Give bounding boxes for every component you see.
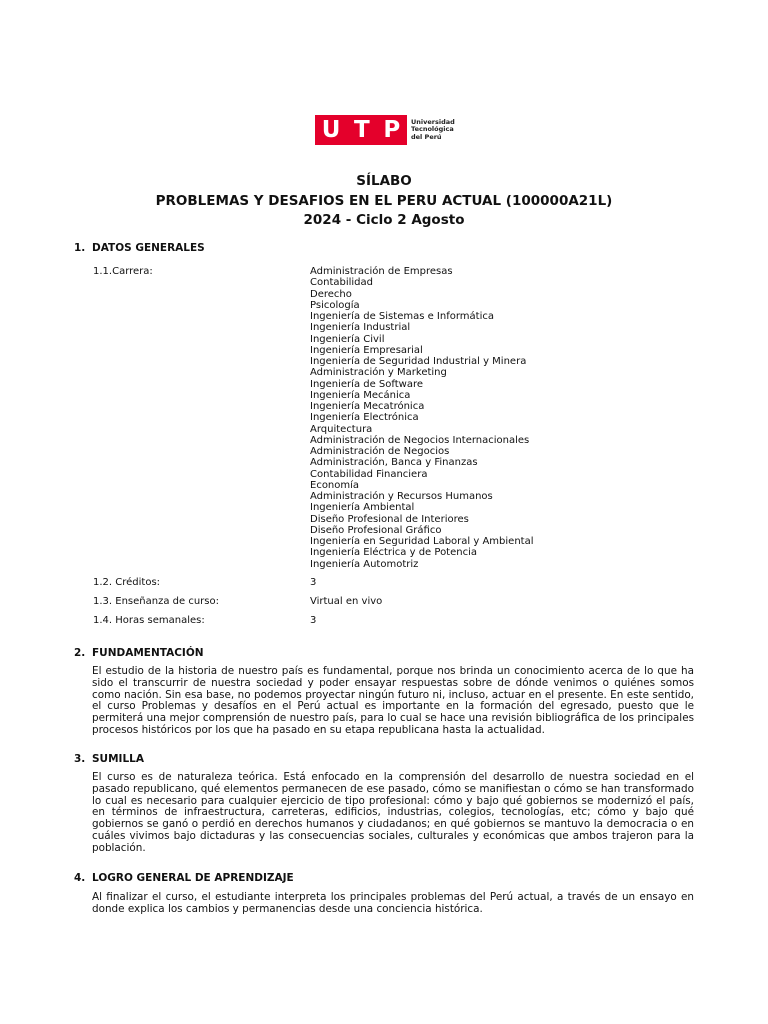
career-item: Contabilidad Financiera — [310, 468, 428, 480]
logro-text: Al finalizar el curso, el estudiante interpreta los principales problemas del Perú actual, a través de un ensayo en donde explica los cambios y permanencias desde una conciencia histórica. — [92, 891, 694, 915]
career-item: Diseño Profesional Gráfico — [310, 524, 442, 536]
career-item: Ingeniería en Seguridad Laboral y Ambiental — [310, 536, 534, 547]
section-title: LOGRO GENERAL DE APRENDIZAJE — [92, 872, 294, 884]
career-item: Ingeniería Eléctrica y de Potencia — [310, 547, 477, 559]
career-item: Administración de Negocios Internacionales — [310, 434, 530, 446]
document-title-block — [0, 172, 768, 231]
course-title: PROBLEMAS Y DESAFIOS EN EL PERU ACTUAL (100000A21L) — [155, 192, 613, 209]
horas-label: 1.4. Horas semanales: — [93, 615, 205, 626]
career-item: Derecho — [310, 288, 352, 300]
career-item: Ingeniería Ambiental — [310, 502, 415, 514]
section-number: 4. — [74, 872, 86, 884]
logo-wordmark — [411, 119, 455, 142]
section-heading-sumilla — [74, 753, 144, 765]
course-period: 2024 - Ciclo 2 Agosto — [303, 212, 465, 228]
career-item: Ingeniería Mecánica — [310, 389, 411, 401]
career-item: Administración y Recursos Humanos — [310, 491, 493, 502]
document-title: SÍLABO — [356, 173, 412, 189]
career-item: Ingeniería Industrial — [310, 322, 411, 334]
section-heading-datos — [74, 242, 205, 254]
career-item: Ingeniería de Software — [310, 378, 424, 390]
logo-line: Universidad — [411, 117, 455, 126]
career-item: Economía — [310, 479, 360, 491]
sumilla-text: El curso es de naturaleza teórica. Está enfocado en la comprensión del desarrollo de nuestra sociedad en el pasado republicano, qué elementos permanecen de ese pasado, cómo se manifiestan o cómo se han transformado lo cual es necesario para cualquier ejercicio de tipo profesional: cómo y bajo qué gobiernos se modernizó el país, en términos de infraestructura, carreteras, edificios, industrias, colegios, tecnologías, etc; cómo y bajo qué gobiernos se ganó o perdió en derechos humanos y ciudadanos; en qué gobiernos se mantuvo la democracia o en cuáles vivimos bajo dictaduras y las consecuencias sociales, culturales y económicas que ambos trajeron para la población. — [92, 771, 694, 854]
section-title: SUMILLA — [92, 753, 144, 765]
career-item: Ingeniería Automotriz — [310, 558, 419, 570]
logo-line: del Perú — [411, 132, 442, 141]
section-title: DATOS GENERALES — [92, 242, 205, 254]
career-item: Ingeniería Electrónica — [310, 412, 419, 424]
creditos-value: 3 — [310, 577, 317, 588]
career-item: Ingeniería Empresarial — [310, 344, 423, 356]
carrera-label: 1.1.Carrera: — [93, 266, 153, 277]
career-item: Administración, Banca y Finanzas — [310, 457, 478, 469]
career-item: Contabilidad — [310, 277, 373, 289]
career-item: Administración de Negocios — [310, 446, 450, 457]
ensenanza-label: 1.3. Enseñanza de curso: — [93, 596, 219, 607]
logo-letters — [315, 115, 407, 145]
career-item: Administración de Empresas — [310, 266, 453, 277]
section-number: 3. — [74, 753, 86, 765]
horas-value: 3 — [310, 615, 317, 626]
section-title: FUNDAMENTACIÓN — [92, 647, 204, 659]
career-item: Ingeniería de Seguridad Industrial y Minera — [310, 356, 527, 367]
section-number: 1. — [74, 242, 86, 254]
career-item: Ingeniería Civil — [310, 333, 385, 345]
logo-letter-t: T — [354, 117, 370, 143]
logo-letter-p: P — [383, 117, 401, 143]
career-item: Ingeniería Mecatrónica — [310, 401, 425, 412]
career-item: Ingeniería de Sistemas e Informática — [310, 311, 494, 322]
ensenanza-value: Virtual en vivo — [310, 596, 383, 607]
logo-letter-u: U — [321, 117, 341, 143]
creditos-label: 1.2. Créditos: — [93, 577, 161, 588]
career-item: Arquitectura — [310, 423, 373, 435]
fundamentacion-text: El estudio de la historia de nuestro país es fundamental, porque nos brinda un conocimiento acerca de lo que ha sido el transcurrir de nuestra sociedad y poder ensayar respuestas sobre de dónde venimos o quiénes somos como nación. Sin esa base, no podemos proyectar ningún futuro ni, incluso, actuar en el presente. En este sentido, el curso Problemas y desafíos en el Perú actual es importante en la formación del egresado, puesto que le permiterá una mejor comprensión de nuestro país, para lo cual se hace una revisión bibliográfica de los principales procesos históricos por los que ha pasado en su etapa republicana hasta la actualidad. — [92, 665, 694, 736]
carrera-values — [310, 266, 533, 570]
section-number: 2. — [74, 647, 86, 659]
career-item: Psicología — [310, 299, 360, 311]
section-heading-logro — [74, 872, 294, 884]
section-heading-fundamentacion — [74, 647, 204, 659]
career-item: Administración y Marketing — [310, 367, 447, 379]
career-item: Diseño Profesional de Interiores — [310, 513, 469, 525]
logo-line: Tecnológica — [411, 125, 454, 134]
utp-logo — [315, 115, 455, 145]
careers-list — [310, 266, 533, 570]
